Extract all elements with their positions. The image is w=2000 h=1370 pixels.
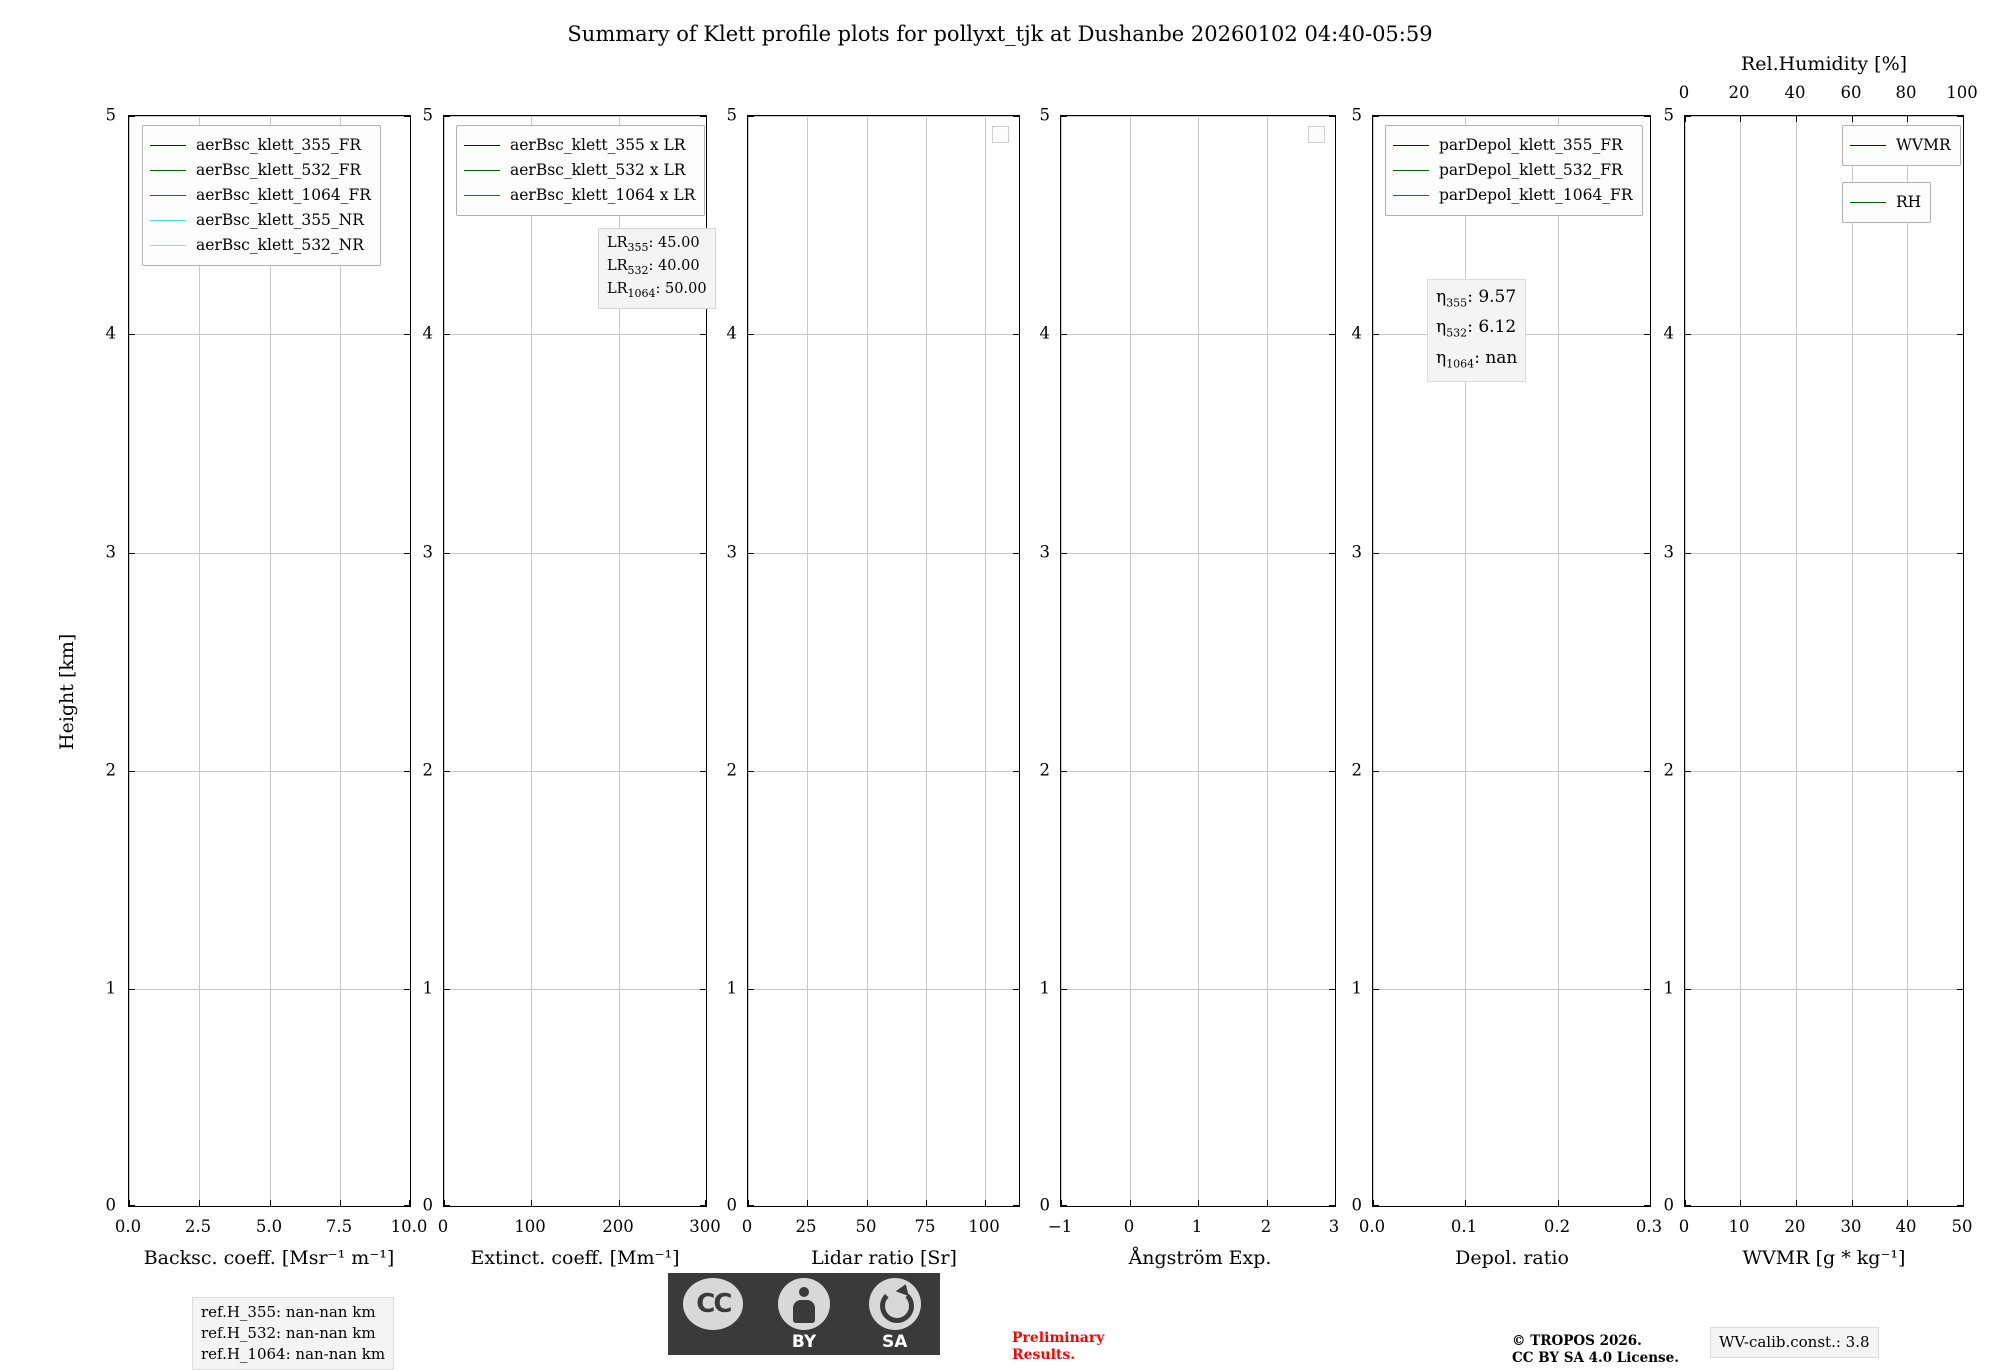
- legend-item[interactable]: [150, 183, 371, 208]
- x-tick-label: 0.1: [1450, 1217, 1478, 1236]
- creative-commons-icon: CC: [683, 1278, 743, 1330]
- lidar-ratio-355-value: 45.00: [658, 235, 700, 251]
- plot-area-angstrom: [1060, 115, 1336, 1207]
- legend-item[interactable]: [1850, 190, 1921, 215]
- legend-line-icon: [150, 195, 186, 196]
- x-tick-label: 100: [514, 1217, 546, 1236]
- y-tick-label: 5: [105, 105, 116, 125]
- y-tick-label: 1: [1663, 978, 1674, 998]
- cc-cell-sa: [849, 1273, 940, 1355]
- legend-line-icon: [1393, 145, 1429, 146]
- x-tick-label: 25: [795, 1217, 817, 1236]
- y-tick-label: 4: [105, 323, 116, 343]
- x-top-tick-label: 80: [1895, 83, 1917, 102]
- legend-item[interactable]: [464, 158, 695, 183]
- x-tick-label: 0.3: [1635, 1217, 1663, 1236]
- x-axis-title-wvmr-text: WVMR [g * kg⁻¹]: [1742, 1247, 1906, 1269]
- cc-sa-label: SA: [881, 1332, 908, 1352]
- legend-item[interactable]: [1393, 183, 1633, 208]
- y-tick-label: 3: [1663, 542, 1674, 562]
- y-axis-title: Height [km]: [56, 633, 78, 750]
- legend-line-icon: [1393, 195, 1429, 196]
- panel-depol-ratio: [1351, 105, 1663, 1269]
- plot-area-backscatter: [128, 115, 411, 1207]
- x-tick-label: 10: [1728, 1217, 1750, 1236]
- panel-lidar-ratio: [726, 105, 1020, 1269]
- plot-area-lidar-ratio: [747, 115, 1020, 1207]
- attribution-person-icon: [778, 1278, 830, 1330]
- x-tick-label: 75: [914, 1217, 936, 1236]
- y-tick-label: 2: [726, 760, 737, 780]
- legend-item[interactable]: [464, 183, 695, 208]
- y-tick-label: 3: [1039, 542, 1050, 562]
- cc-cell-cc: [668, 1273, 759, 1355]
- cc-license-badge[interactable]: [668, 1273, 940, 1355]
- y-tick-label: 2: [1039, 760, 1050, 780]
- legend-line-icon: [1850, 202, 1886, 203]
- x-tick-label: 0.0: [114, 1217, 142, 1236]
- legend-item[interactable]: [150, 233, 371, 258]
- legend-label: aerBsc_klett_1064 x LR: [510, 186, 696, 204]
- x-top-tick-label: 20: [1728, 83, 1750, 102]
- ref-height-355: ref.H_355: nan-nan km: [201, 1303, 376, 1321]
- y-tick-label: 3: [422, 542, 433, 562]
- copyright-line-1: © TROPOS 2026.: [1512, 1333, 1642, 1349]
- y-tick-label: 5: [1663, 105, 1674, 125]
- preliminary-line-2: Results.: [1012, 1347, 1076, 1363]
- x-tick-label: 2.5: [184, 1217, 212, 1236]
- legend-line-icon: [1850, 145, 1886, 146]
- legend-line-icon: [464, 145, 500, 146]
- x-tick-label: 0: [1123, 1217, 1135, 1236]
- empty-legend-box: [992, 126, 1009, 143]
- panel-angstrom: [1039, 105, 1340, 1269]
- y-tick-label: 1: [1039, 978, 1050, 998]
- y-tick-label: 4: [726, 323, 737, 343]
- legend-label: parDepol_klett_1064_FR: [1439, 186, 1633, 204]
- legend-item[interactable]: [464, 133, 695, 158]
- x-tick-label: 5.0: [255, 1217, 283, 1236]
- wv-calib-const-box: WV-calib.const.: 3.8: [1710, 1327, 1879, 1358]
- legend-item[interactable]: [150, 133, 371, 158]
- legend-line-icon: [464, 170, 500, 171]
- legend-label: parDepol_klett_532_FR: [1439, 161, 1623, 179]
- y-tick-label: 4: [1351, 323, 1362, 343]
- eta-1064-value: nan: [1485, 347, 1518, 368]
- x-top-tick-label: 60: [1840, 83, 1862, 102]
- eta-info-box: [1427, 279, 1526, 382]
- y-tick-label: 5: [1039, 105, 1050, 125]
- eta-1064: $\eta_{1064}$: nan: [1436, 347, 1518, 371]
- y-tick-label: 1: [1351, 978, 1362, 998]
- panel-wvmr-rh: [1663, 53, 1978, 1269]
- x-axis-title-rel-humidity: Rel.Humidity [%]: [1740, 53, 1908, 75]
- y-tick-label: 2: [1663, 760, 1674, 780]
- x-tick-label: 2: [1260, 1217, 1272, 1236]
- plot-area-wvmr-rh: [1684, 115, 1964, 1207]
- legend-line-icon: [150, 170, 186, 171]
- share-alike-glyph: [869, 1278, 921, 1330]
- legend-rh[interactable]: [1842, 182, 1931, 223]
- legend-line-icon: [150, 245, 186, 246]
- x-tick-label: 50: [1951, 1217, 1973, 1236]
- y-tick-label: 2: [1351, 760, 1362, 780]
- lidar-ratio-532: $LR_{532}$: 40.00: [607, 257, 700, 277]
- eta-355: $\eta_{355}$: 9.57: [1436, 287, 1517, 310]
- x-tick-label: −1: [1047, 1217, 1073, 1236]
- y-tick-label: 0: [422, 1195, 433, 1215]
- x-tick-label: 3: [1328, 1217, 1340, 1236]
- x-tick-label: 30: [1840, 1217, 1862, 1236]
- legend-label: aerBsc_klett_355_FR: [196, 136, 362, 154]
- y-tick-label: 4: [1039, 323, 1050, 343]
- x-tick-label: 1: [1191, 1217, 1203, 1236]
- x-axis-title-backscatter: Backsc. coeff. [Msr⁻¹ m⁻¹]: [143, 1247, 395, 1269]
- x-tick-label: 0.2: [1543, 1217, 1571, 1236]
- panel-extinction: [422, 105, 721, 1269]
- y-tick-label: 1: [726, 978, 737, 998]
- empty-legend-box: [1308, 126, 1325, 143]
- y-tick-label: 3: [105, 542, 116, 562]
- legend-label: aerBsc_klett_355_NR: [196, 211, 364, 229]
- eta-355-value: 9.57: [1478, 287, 1517, 307]
- x-top-tick-label: 40: [1784, 83, 1806, 102]
- legend-line-icon: [150, 145, 186, 146]
- legend-item[interactable]: [150, 158, 371, 183]
- legend-label: aerBsc_klett_532 x LR: [510, 161, 686, 179]
- x-tick-label: 20: [1784, 1217, 1806, 1236]
- legend-line-icon: [464, 195, 500, 196]
- x-top-tick-label: 100: [1946, 83, 1978, 102]
- lidar-ratio-info-box: [598, 228, 716, 309]
- x-tick-label: 300: [689, 1217, 721, 1236]
- legend-backscatter[interactable]: [142, 125, 381, 266]
- legend-line-icon: [150, 220, 186, 221]
- y-tick-label: 0: [1351, 1195, 1362, 1215]
- ref-height-1064: ref.H_1064: nan-nan km: [201, 1345, 386, 1363]
- ref-height-532: ref.H_532: nan-nan km: [201, 1324, 376, 1342]
- y-tick-label: 5: [422, 105, 433, 125]
- legend-label: aerBsc_klett_532_FR: [196, 161, 362, 179]
- lidar-ratio-532-value: 40.00: [658, 257, 700, 274]
- cc-by-label: BY: [791, 1332, 817, 1352]
- copyright-note: [1512, 1333, 1679, 1367]
- x-tick-label: 40: [1895, 1217, 1917, 1236]
- y-tick-label: 1: [422, 978, 433, 998]
- preliminary-line-1: Preliminary: [1012, 1330, 1105, 1346]
- y-tick-label: 1: [105, 978, 116, 998]
- legend-line-icon: [1393, 170, 1429, 171]
- x-tick-label: 0: [741, 1217, 753, 1236]
- legend-item[interactable]: [1850, 133, 1951, 158]
- x-tick-label: 0: [1678, 1217, 1690, 1236]
- y-tick-label: 2: [105, 760, 116, 780]
- panel-backscatter: [56, 105, 428, 1269]
- y-tick-label: 0: [726, 1195, 737, 1215]
- cc-cell-by: [759, 1273, 850, 1355]
- copyright-line-2: CC BY SA 4.0 License.: [1512, 1350, 1679, 1366]
- x-top-tick-label: 0: [1678, 83, 1690, 102]
- legend-item[interactable]: [150, 208, 371, 233]
- legend-label: aerBsc_klett_1064_FR: [196, 186, 371, 204]
- x-tick-label: 7.5: [325, 1217, 353, 1236]
- x-tick-label: 200: [602, 1217, 634, 1236]
- eta-532-value: 6.12: [1478, 317, 1517, 338]
- x-tick-label: 0.0: [1358, 1217, 1386, 1236]
- x-axis-title-wvmr: [1743, 1247, 1906, 1269]
- y-tick-label: 4: [1663, 323, 1674, 343]
- legend-label: aerBsc_klett_532_NR: [196, 236, 364, 254]
- y-tick-label: 2: [422, 760, 433, 780]
- y-tick-label: 4: [422, 323, 433, 343]
- eta-532: $\eta_{532}$: 6.12: [1436, 317, 1517, 340]
- legend-label: aerBsc_klett_355 x LR: [510, 136, 686, 154]
- preliminary-results-note: [1012, 1330, 1104, 1364]
- legend-extinction[interactable]: [456, 125, 705, 216]
- x-axis-title-extinction: Extinct. coeff. [Mm⁻¹]: [470, 1247, 680, 1269]
- y-tick-label: 5: [726, 105, 737, 125]
- legend-label: WVMR: [1896, 136, 1951, 154]
- share-alike-icon: [869, 1278, 921, 1330]
- x-axis-title-depol-ratio: Depol. ratio: [1455, 1247, 1569, 1269]
- legend-wvmr[interactable]: [1842, 125, 1961, 166]
- x-tick-label: 10.0: [390, 1217, 428, 1236]
- y-tick-label: 3: [726, 542, 737, 562]
- y-tick-label: 3: [1351, 542, 1362, 562]
- lidar-ratio-1064-value: 50.00: [665, 280, 707, 297]
- y-tick-label: 5: [1351, 105, 1362, 125]
- legend-label: parDepol_klett_355_FR: [1439, 136, 1623, 154]
- lidar-ratio-355: $LR_{355}$: 45.00: [607, 235, 700, 254]
- y-tick-label: 0: [1039, 1195, 1050, 1215]
- lidar-ratio-1064: $LR_{1064}$: 50.00: [607, 280, 707, 300]
- ref-height-box: [192, 1297, 394, 1370]
- person-glyph: [778, 1278, 830, 1330]
- x-axis-title-angstrom: Ångström Exp.: [1128, 1247, 1272, 1269]
- legend-depol-ratio[interactable]: [1385, 125, 1643, 216]
- x-axis-title-lidar-ratio: Lidar ratio [Sr]: [811, 1247, 957, 1269]
- x-tick-label: 100: [968, 1217, 1000, 1236]
- legend-item[interactable]: [1393, 133, 1633, 158]
- legend-label: RH: [1896, 193, 1922, 211]
- x-tick-label: 50: [855, 1217, 877, 1236]
- y-tick-label: 0: [1663, 1195, 1674, 1215]
- x-tick-label: 0: [437, 1217, 449, 1236]
- page-title: Summary of Klett profile plots for pollyxt_tjk at Dushanbe 20260102 04:40-05:59: [567, 22, 1433, 46]
- legend-item[interactable]: [1393, 158, 1633, 183]
- y-tick-label: 0: [105, 1195, 116, 1215]
